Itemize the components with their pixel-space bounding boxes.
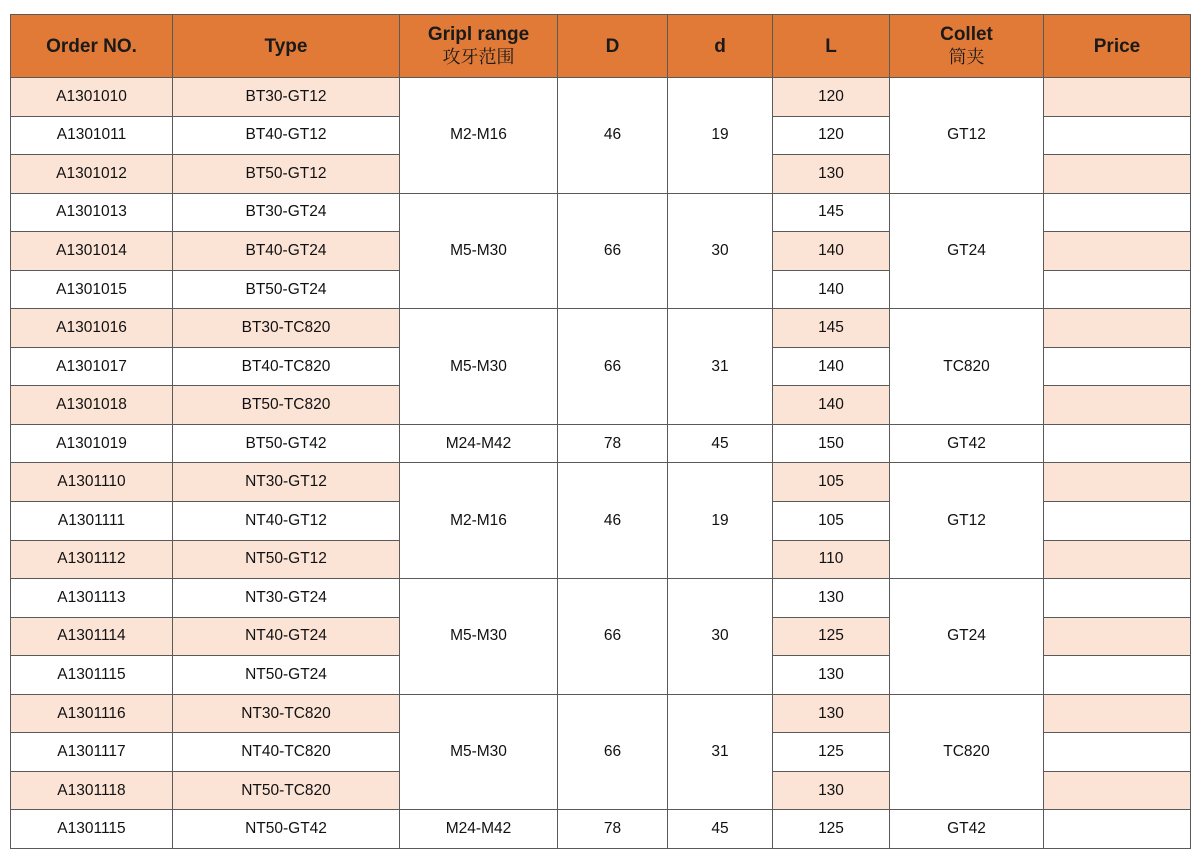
- header-row: [11, 15, 1191, 78]
- L-cell: 130: [773, 656, 890, 695]
- grip-range-cell: M5-M30: [400, 193, 558, 309]
- collet-cell: GT12: [890, 463, 1044, 579]
- grip-range-cell: M24-M42: [400, 810, 558, 849]
- price-cell: [1044, 155, 1191, 194]
- table-row: [11, 694, 1191, 733]
- grip-label-cn: 攻牙范围: [442, 47, 515, 67]
- price-cell: [1044, 579, 1191, 618]
- header-type: Type: [173, 15, 400, 78]
- order-no-cell: A1301014: [11, 232, 173, 271]
- order-no-cell: A1301017: [11, 347, 173, 386]
- type-cell: BT40-GT24: [173, 232, 400, 271]
- order-no-cell: A1301016: [11, 309, 173, 348]
- L-cell: 130: [773, 155, 890, 194]
- header-L: L: [773, 15, 890, 78]
- D-cell: 66: [558, 309, 668, 425]
- order-no-cell: A1301116: [11, 694, 173, 733]
- order-no-cell: A1301111: [11, 502, 173, 541]
- grip-range-cell: M24-M42: [400, 424, 558, 463]
- order-no-cell: A1301011: [11, 116, 173, 155]
- price-cell: [1044, 116, 1191, 155]
- L-cell: 145: [773, 309, 890, 348]
- order-no-cell: A1301012: [11, 155, 173, 194]
- order-no-cell: A1301019: [11, 424, 173, 463]
- table-row: [11, 78, 1191, 117]
- type-cell: BT50-GT42: [173, 424, 400, 463]
- collet-label: Collet: [940, 24, 993, 45]
- type-cell: NT50-GT12: [173, 540, 400, 579]
- D-cell: 46: [558, 78, 668, 194]
- order-no-cell: A1301118: [11, 771, 173, 810]
- price-cell: [1044, 424, 1191, 463]
- table-row: [11, 579, 1191, 618]
- type-cell: NT30-TC820: [173, 694, 400, 733]
- type-cell: NT40-TC820: [173, 733, 400, 772]
- grip-range-cell: M2-M16: [400, 78, 558, 194]
- d-cell: 30: [668, 579, 773, 695]
- collet-cell: GT12: [890, 78, 1044, 194]
- order-no-cell: A1301115: [11, 656, 173, 695]
- L-cell: 110: [773, 540, 890, 579]
- grip-range-cell: M5-M30: [400, 309, 558, 425]
- type-cell: BT50-GT24: [173, 270, 400, 309]
- table-row: [11, 424, 1191, 463]
- table-row: [11, 309, 1191, 348]
- collet-cell: TC820: [890, 694, 1044, 810]
- price-cell: [1044, 309, 1191, 348]
- order-no-cell: A1301113: [11, 579, 173, 618]
- collet-cell: GT24: [890, 193, 1044, 309]
- price-cell: [1044, 540, 1191, 579]
- grip-range-cell: M5-M30: [400, 694, 558, 810]
- header-D: D: [558, 15, 668, 78]
- d-cell: 30: [668, 193, 773, 309]
- type-cell: BT30-GT12: [173, 78, 400, 117]
- L-cell: 130: [773, 694, 890, 733]
- type-cell: NT50-TC820: [173, 771, 400, 810]
- type-cell: BT30-TC820: [173, 309, 400, 348]
- collet-cell: GT42: [890, 810, 1044, 849]
- type-cell: BT40-GT12: [173, 116, 400, 155]
- price-cell: [1044, 386, 1191, 425]
- d-cell: 31: [668, 694, 773, 810]
- header-d: d: [668, 15, 773, 78]
- table-row: [11, 810, 1191, 849]
- order-no-cell: A1301015: [11, 270, 173, 309]
- price-cell: [1044, 270, 1191, 309]
- price-cell: [1044, 347, 1191, 386]
- L-cell: 140: [773, 270, 890, 309]
- header-price: Price: [1044, 15, 1191, 78]
- price-cell: [1044, 656, 1191, 695]
- order-no-cell: A1301110: [11, 463, 173, 502]
- d-cell: 19: [668, 78, 773, 194]
- order-no-cell: A1301112: [11, 540, 173, 579]
- D-cell: 78: [558, 810, 668, 849]
- collet-cell: GT24: [890, 579, 1044, 695]
- collet-cell: GT42: [890, 424, 1044, 463]
- D-cell: 78: [558, 424, 668, 463]
- L-cell: 125: [773, 810, 890, 849]
- type-cell: BT40-TC820: [173, 347, 400, 386]
- L-cell: 130: [773, 771, 890, 810]
- type-cell: NT40-GT24: [173, 617, 400, 656]
- price-cell: [1044, 810, 1191, 849]
- L-cell: 125: [773, 617, 890, 656]
- L-cell: 150: [773, 424, 890, 463]
- price-cell: [1044, 771, 1191, 810]
- header-grip-range: [400, 15, 558, 78]
- d-cell: 19: [668, 463, 773, 579]
- type-cell: NT40-GT12: [173, 502, 400, 541]
- type-cell: BT50-GT12: [173, 155, 400, 194]
- price-cell: [1044, 193, 1191, 232]
- type-cell: BT30-GT24: [173, 193, 400, 232]
- L-cell: 120: [773, 78, 890, 117]
- order-no-cell: A1301018: [11, 386, 173, 425]
- price-cell: [1044, 232, 1191, 271]
- price-cell: [1044, 463, 1191, 502]
- L-cell: 105: [773, 463, 890, 502]
- order-no-cell: A1301117: [11, 733, 173, 772]
- L-cell: 130: [773, 579, 890, 618]
- grip-range-cell: M2-M16: [400, 463, 558, 579]
- order-no-cell: A1301010: [11, 78, 173, 117]
- header-order: Order NO.: [11, 15, 173, 78]
- L-cell: 120: [773, 116, 890, 155]
- price-cell: [1044, 733, 1191, 772]
- order-no-cell: A1301114: [11, 617, 173, 656]
- price-cell: [1044, 617, 1191, 656]
- D-cell: 46: [558, 463, 668, 579]
- collet-cell: TC820: [890, 309, 1044, 425]
- grip-label: Gripl range: [427, 24, 530, 45]
- table-row: [11, 193, 1191, 232]
- D-cell: 66: [558, 694, 668, 810]
- D-cell: 66: [558, 193, 668, 309]
- L-cell: 125: [773, 733, 890, 772]
- type-cell: NT50-GT42: [173, 810, 400, 849]
- L-cell: 105: [773, 502, 890, 541]
- price-cell: [1044, 78, 1191, 117]
- L-cell: 140: [773, 386, 890, 425]
- type-cell: BT50-TC820: [173, 386, 400, 425]
- price-cell: [1044, 694, 1191, 733]
- d-cell: 31: [668, 309, 773, 425]
- order-no-cell: A1301115: [11, 810, 173, 849]
- d-cell: 45: [668, 810, 773, 849]
- type-cell: NT30-GT24: [173, 579, 400, 618]
- price-cell: [1044, 502, 1191, 541]
- L-cell: 140: [773, 347, 890, 386]
- D-cell: 66: [558, 579, 668, 695]
- order-no-cell: A1301013: [11, 193, 173, 232]
- grip-range-cell: M5-M30: [400, 579, 558, 695]
- product-spec-table: [10, 14, 1191, 849]
- table-row: [11, 463, 1191, 502]
- d-cell: 45: [668, 424, 773, 463]
- L-cell: 140: [773, 232, 890, 271]
- L-cell: 145: [773, 193, 890, 232]
- collet-label-cn: 筒夹: [948, 47, 985, 67]
- type-cell: NT50-GT24: [173, 656, 400, 695]
- header-collet: [890, 15, 1044, 78]
- type-cell: NT30-GT12: [173, 463, 400, 502]
